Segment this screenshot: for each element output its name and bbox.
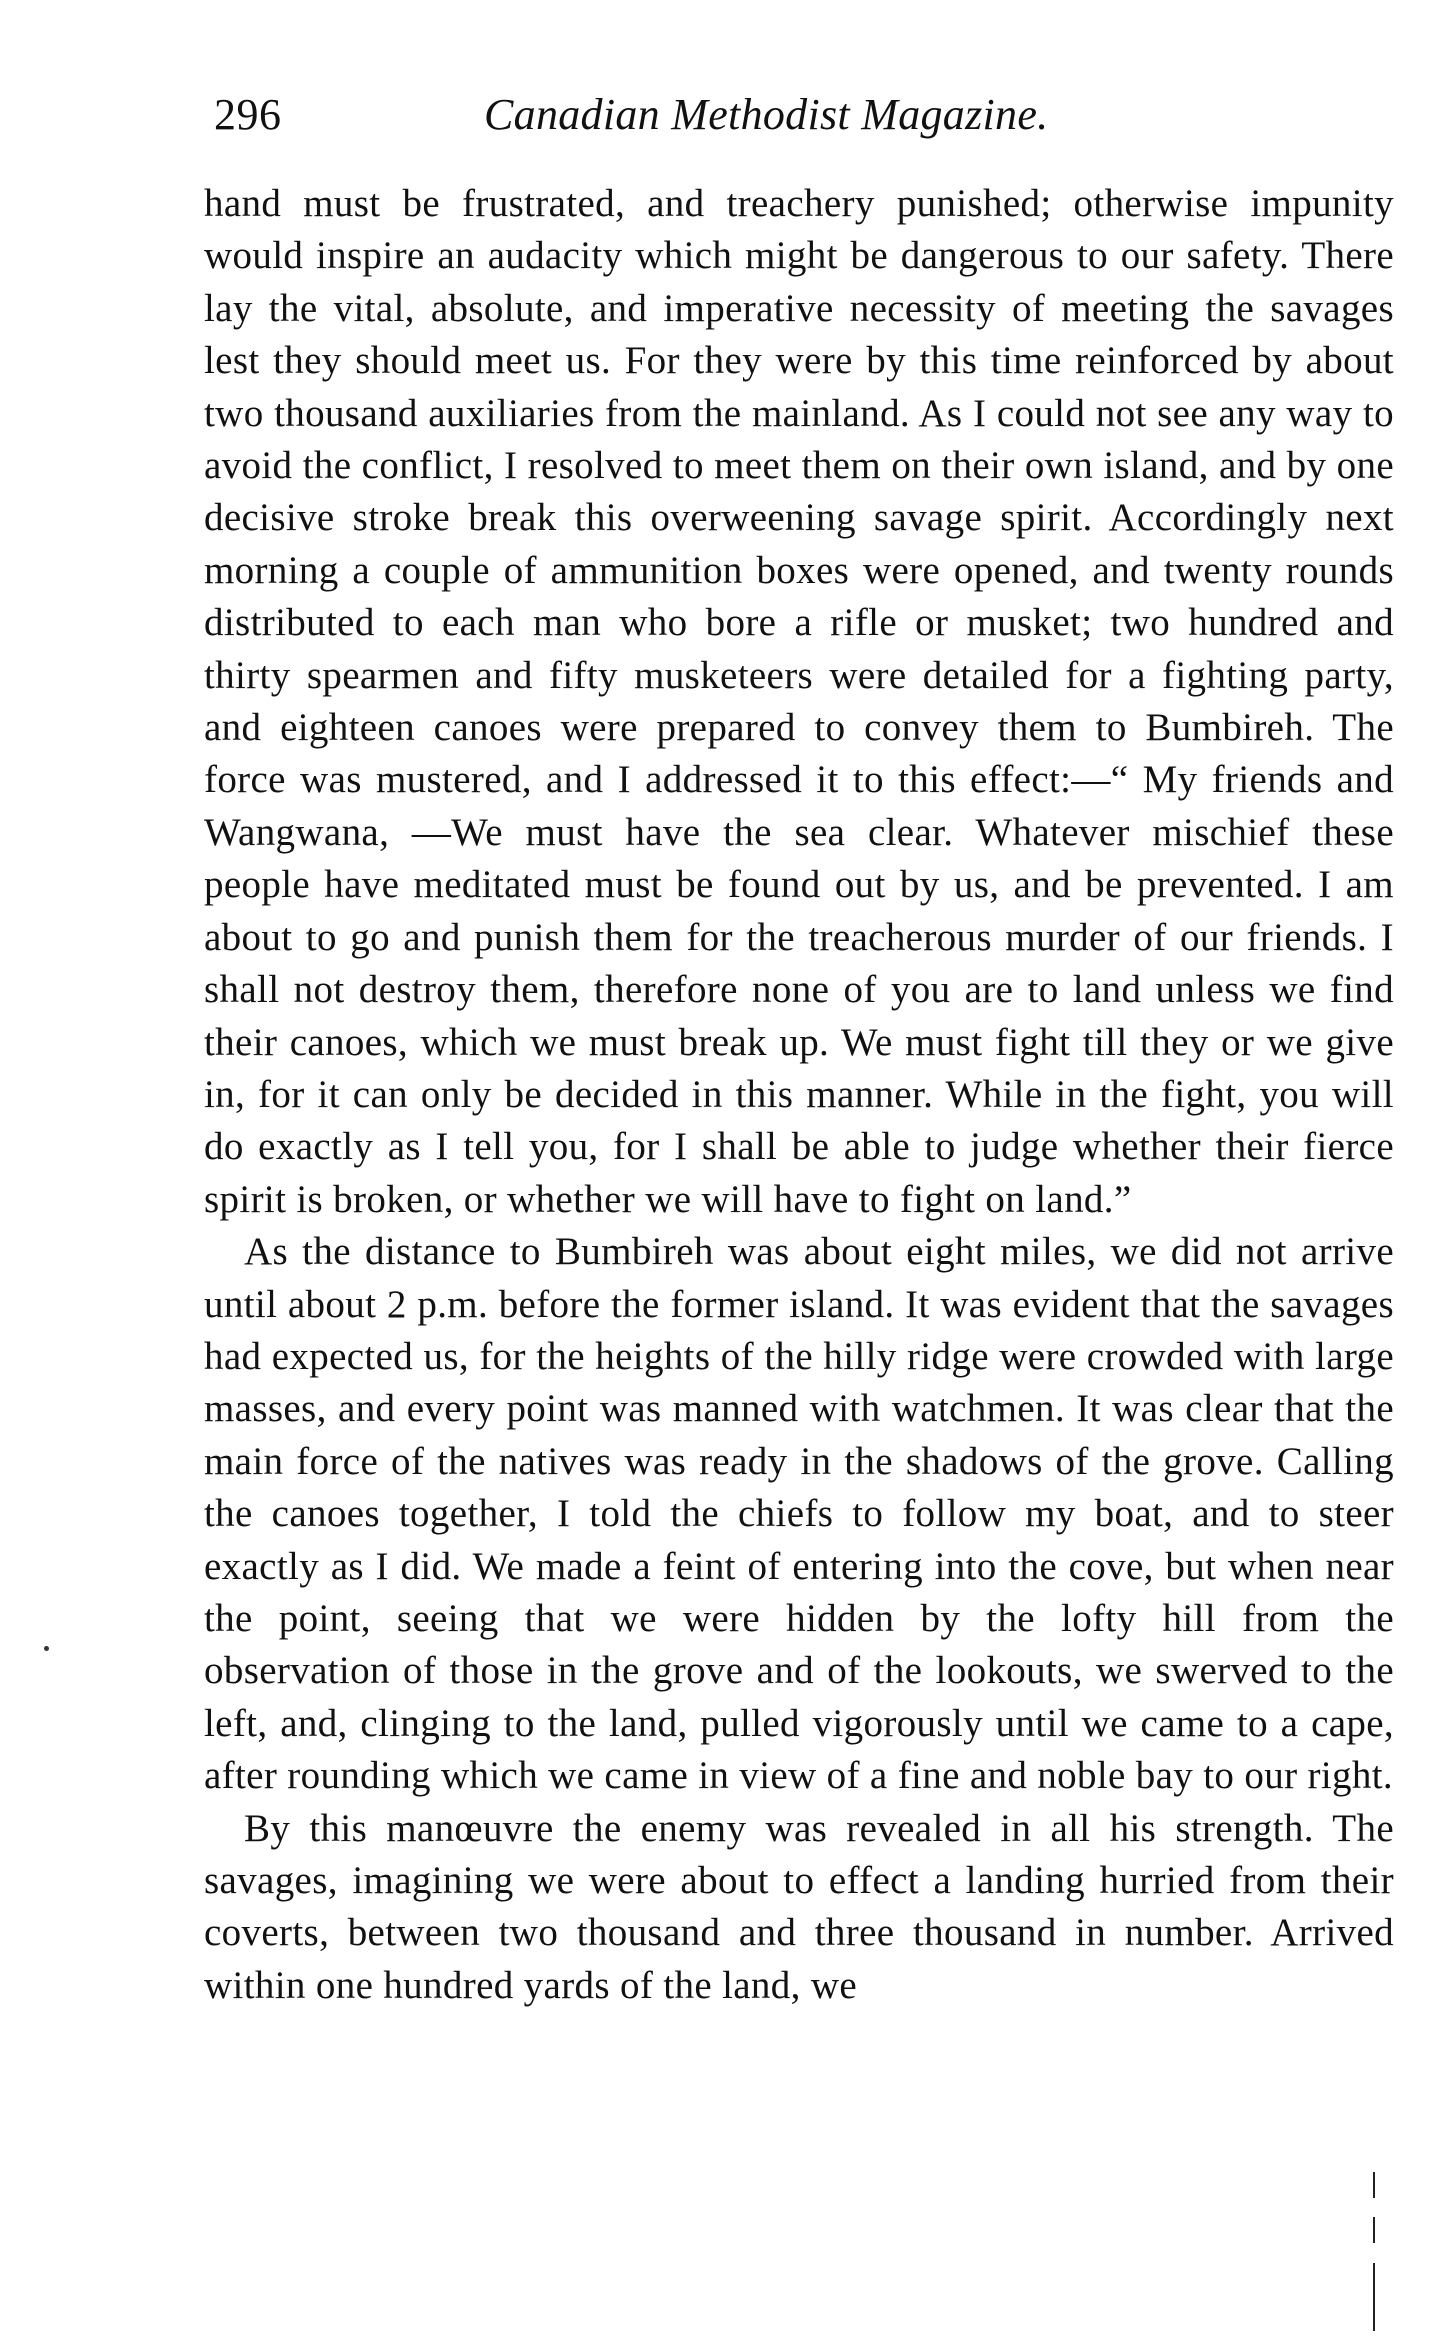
scan-edge-mark	[1373, 2217, 1375, 2243]
page-header	[214, 88, 1394, 158]
page-number: 296	[214, 90, 282, 139]
running-title: Canadian Methodist Magazine.	[484, 90, 1049, 139]
scan-edge-mark	[1373, 2263, 1375, 2331]
paragraph-arrival: As the distance to Bumbireh was about eight miles, we did not arrive until about 2 p.m. before the former island. It was evident that the savages had expected us, for the heights of the hilly ridge were crowded with large masses, and every point was manned with watchmen. It was clear that the main force of the natives was ready in the shadows of the grove. Calling the canoes together, I told the chiefs to follow my boat, and to steer exactly as I did. We made a feint of entering into the cove, but when near the point, seeing that we were hidden by the lofty hill from the observation of those in the grove and of the lookouts, we swerved to the left, and, clinging to the land, pulled vigorously until we came to a cape, after rounding which we came in view of a fine and noble bay to our right.	[204, 1230, 1394, 1798]
paragraph-continuation: hand must be frustrated, and treachery punished; otherwise impunity would inspire an audacity which might be dangerous to our safety. There lay the vital, absolute, and imperative necessity of meeting the savages lest they should meet us. For they were by this time reinforced by about two thousand auxiliaries from the mainland. As I could not see any way to avoid the conflict, I resolved to meet them on their own island, and by one decisive stroke break this overweening savage spirit. Accordingly next morning a couple of ammunition boxes were opened, and twenty rounds distributed to each man who bore a rifle or musket; two hundred and thirty spearmen and fifty musketeers were detailed for a fighting party, and eighteen canoes were prepared to convey them to Bumbireh. The force was mustered, and I addressed it to this effect:—“ My friends and Wangwana, —We must have the sea clear. Whatever mischief these people have meditated must be found out by us, and be prevented. I am about to go and punish them for the treacherous murder of our friends. I shall not destroy them, therefore none of you are to land unless we find their canoes, which we must break up. We must fight till they or we give in, for it can only be decided in this manner. While in the fight, you will do exactly as I tell you, for I shall be able to judge whether their fierce spirit is broken, or whether we will have to fight on land.”	[204, 182, 1394, 1221]
scan-speck	[44, 1646, 49, 1651]
scan-edge-mark	[1373, 2172, 1375, 2198]
paragraph-manoeuvre: By this manœuvre the enemy was revealed in all his strength. The savages, imagining we were about to effect a landing hurried from their coverts, between two thousand and three thousand in number. Arrived within one hundred yards of the land, we	[204, 1806, 1394, 2007]
article-body	[204, 178, 1394, 2012]
